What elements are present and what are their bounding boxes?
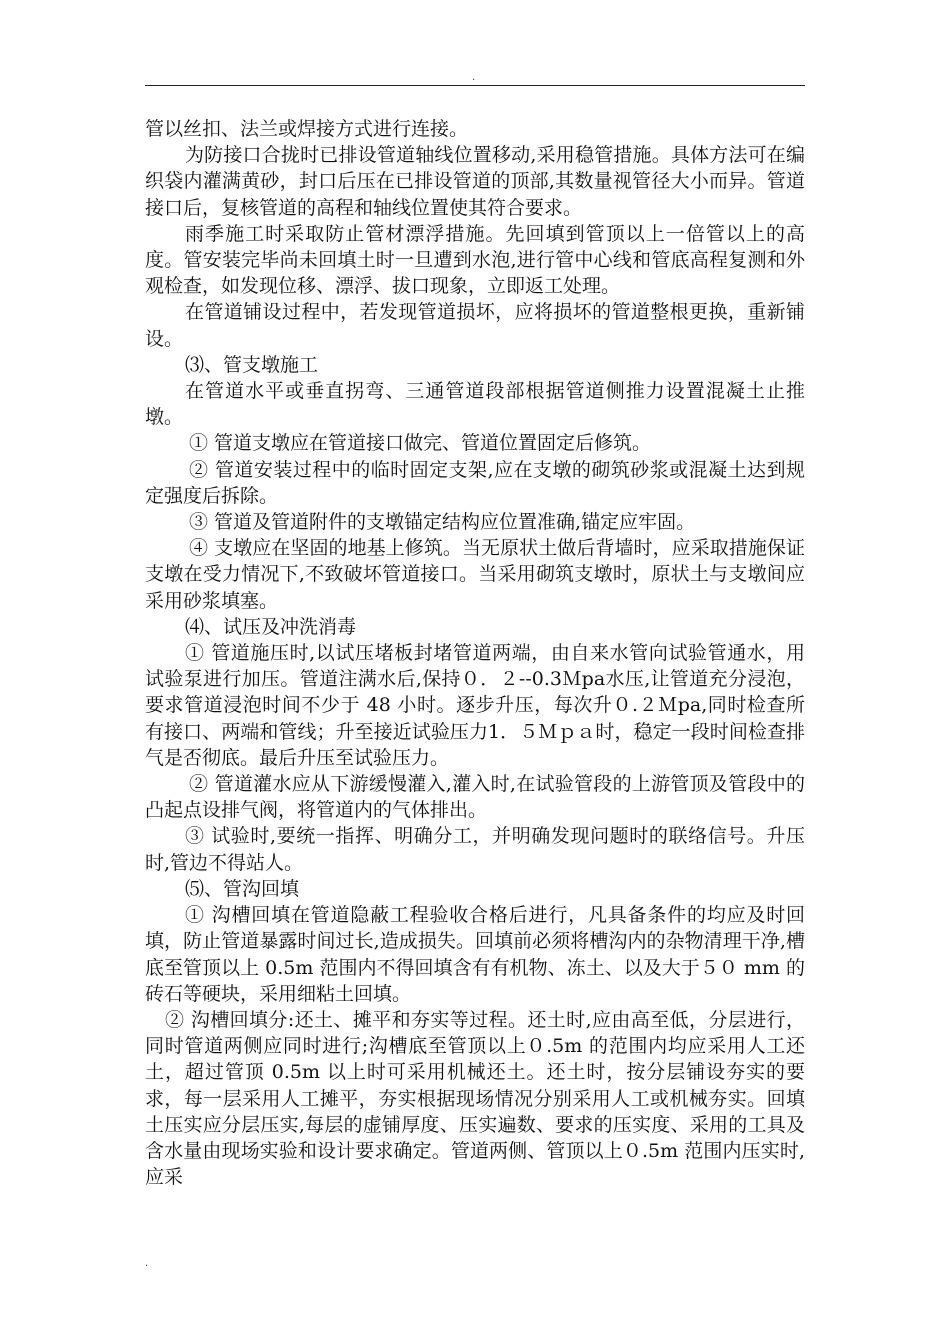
section-heading: ⑸、管沟回填	[185, 877, 300, 900]
list-item: ③ 试验时,要统一指挥、明确分工，并明确发现问题时的联络信号。升压时,管边不得站人。	[145, 825, 805, 874]
list-item: ③ 管道及管道附件的支墩锚定结构应位置准确,锚定应牢固。	[189, 511, 696, 534]
header-rule	[145, 85, 805, 86]
list-item: ② 管道安装过程中的临时固定支架,应在支墩的砌筑砂浆或混凝土达到规定强度后拆除。	[145, 458, 805, 507]
paragraph: 在管道铺设过程中，若发现管道损坏，应将损坏的管道整根更换，重新铺设。	[145, 301, 805, 350]
list-item: ② 沟槽回填分:还土、摊平和夯实等过程。还土时,应由高至低，分层进行，同时管道两侧应同时进行;沟槽底至管顶以上０.5m 的范围内均应采用人工还土，超过管顶 0.5m 以上时可采用机械还土。还土时，按分层铺设夯实的要求，每一层采用人工摊平，夯实根据现场情况分别采用人工或机械夯实。回填土压实应分层压实,每层的虚铺厚度、压实遍数、要求的压实度、采用的工具及含水量由现场实验和设计要求确定。管道两侧、管顶以上０.5m 范围内压实时,应采	[145, 1008, 805, 1189]
paragraph: 为防接口合拢时已排设管道轴线位置移动,采用稳管措施。具体方法可在编织袋内灌满黄砂，封口后压在已排设管道的顶部,其数量视管径大小而异。管道接口后，复核管道的高程和轴线位置使其符合要求。	[145, 144, 805, 219]
document-body	[145, 116, 805, 1190]
list-item: ② 管道灌水应从下游缓慢灌入,灌入时,在试验管段的上游管顶及管段中的凸起点设排气阀，将管道内的气体排出。	[145, 773, 805, 822]
list-item: ④ 支墩应在坚固的地基上修筑。当无原状土做后背墙时，应采取措施保证支墩在受力情况下,不致破坏管道接口。当采用砌筑支墩时，原状土与支墩间应采用砂浆填塞。	[145, 537, 805, 612]
paragraph: 在管道水平或垂直拐弯、三通管道段部根据管道侧推力设置混凝土止推墩。	[145, 380, 805, 429]
paragraph: 雨季施工时采取防止管材漂浮措施。先回填到管顶以上一倍管以上的高度。管安装完毕尚未回填土时一旦遭到水泡,进行管中心线和管底高程复测和外观检查，如发现位移、漂浮、拔口现象，立即返工处理。	[145, 222, 805, 298]
footer-mark: .	[145, 1258, 149, 1269]
list-item: ① 管道施压时,以试压堵板封堵管道两端，由自来水管向试验管通水，用试验泵进行加压。管道注满水后,保持０．２--0.3Ｍpa水压,让管道充分浸泡，要求管道浸泡时间不少于 48 小时。逐步升压，每次升０.２Ｍpa,同时检查所有接口、两端和管线；升至接近试验压力1．５Ｍｐａ时，稳定一段时间检查排气是否彻底。最后升压至试验压力。	[145, 642, 805, 769]
paragraph: 管以丝扣、法兰或焊接方式进行连接。	[145, 118, 469, 140]
list-item: ① 沟槽回填在管道隐蔽工程验收合格后进行，凡具备条件的均应及时回填，防止管道暴露时间过长,造成损失。回填前必须将槽沟内的杂物清理干净,槽底至管顶以上 0.5m 范围内不得回填含有有机物、冻土、以及大于５０ mm 的砖石等硬块，采用细粘土回填。	[145, 904, 805, 1005]
list-item: ① 管道支墩应在管道接口做完、管道位置固定后修筑。	[189, 432, 652, 455]
section-heading: ⑶、管支墩施工	[185, 353, 319, 376]
section-heading: ⑷、试压及冲洗消毒	[185, 615, 357, 638]
header-mark: .	[472, 72, 476, 83]
